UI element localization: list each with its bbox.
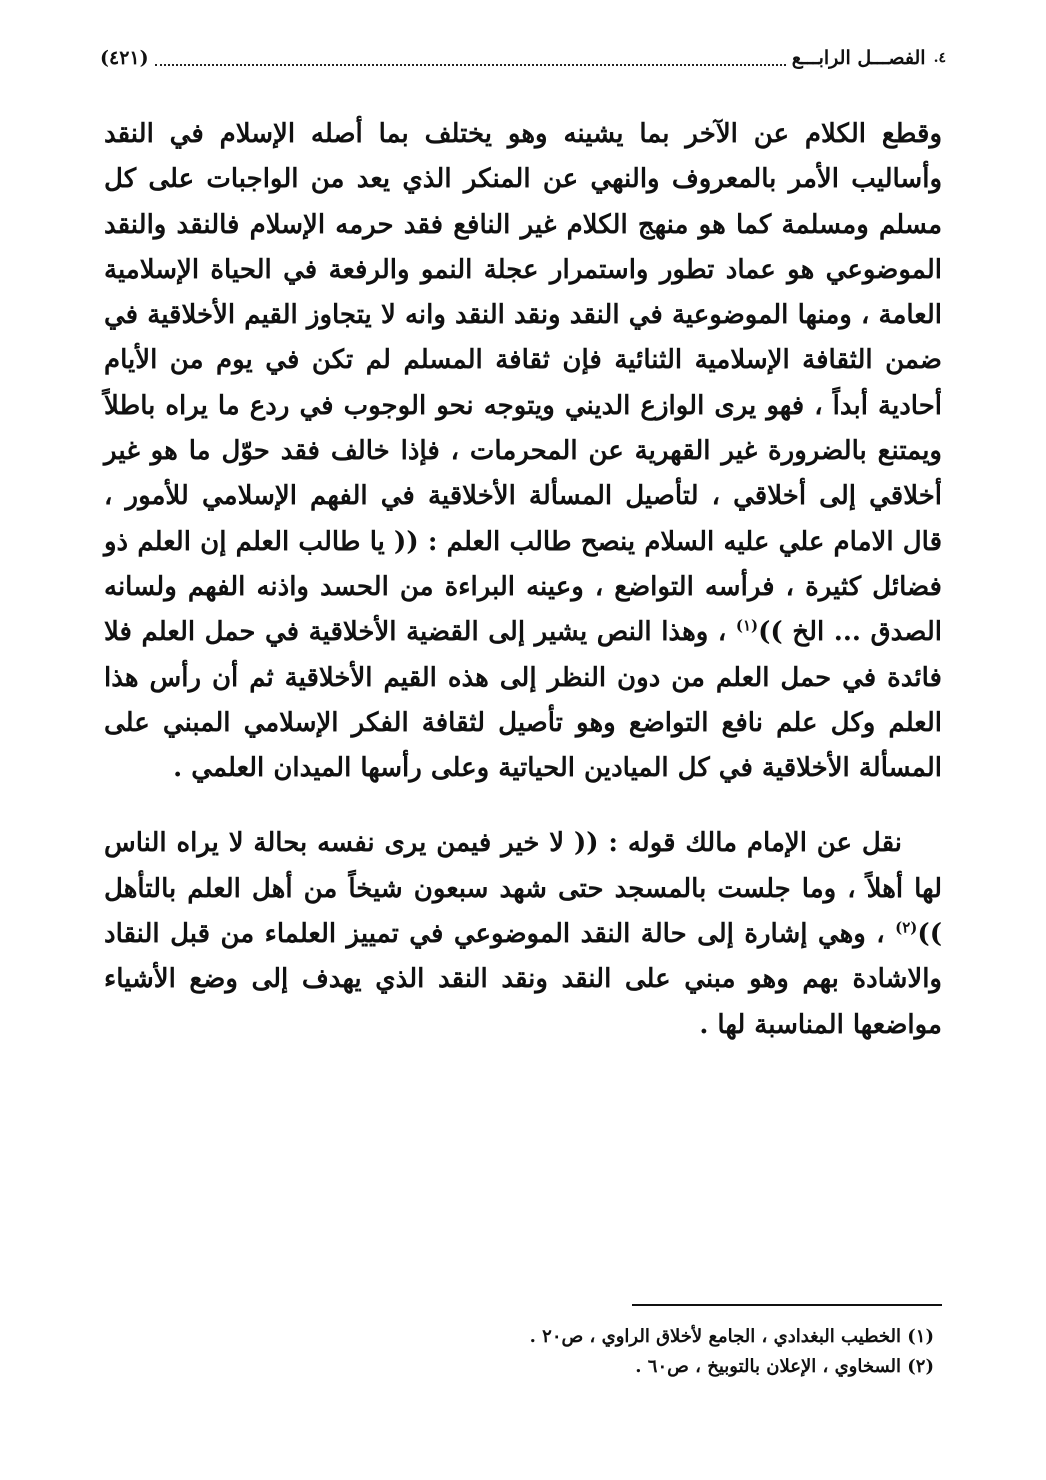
paragraph-2-continuation: ، وهي إشارة إلى حالة النقد الموضوعي في تمييز العلماء من قبل النقاد والاشادة بهم وهو مبني على النقد ونقد النقد الذي يهدف إلى وضع الأشياء مواضعها المناسبة لها . <box>104 919 942 1040</box>
body-text <box>104 112 942 1048</box>
running-header <box>100 40 946 76</box>
paragraph-1-continuation: ، وهذا النص يشير إلى القضية الأخلاقية في حمل العلم فلا فائدة في حمل العلم من دون النظر إلى هذه القيم الأخلاقية ثم أن رأس هذا العلم وكل علم نافع التواضع وهو تأصيل لثقافة الفكر الإسلامي المبني على المسألة الأخلاقية في كل الميادين الحياتية وعلى رأسها الميدان العلمي . <box>104 617 942 784</box>
paragraph-1-text: وقطع الكلام عن الآخر بما يشينه وهو يختلف بما أصله الإسلام في النقد وأساليب الأمر بالمعروف والنهي عن المنكر الذي يعد من الواجبات على كل مسلم ومسلمة كما هو منهج الكلام غير النافع فقد حرمه الإسلام فالنقد والنقد الموضوعي هو عماد تطور واستمرار عجلة النمو والرفعة في الحياة الإسلامية العامة ، ومنها الموضوعية في النقد ونقد النقد وانه لا يتجاوز القيم الأخلاقية في ضمن الثقافة الإسلامية الثنائية فإن ثقافة المسلم لم تكن في يوم من الأيام أحادية أبداً ، فهو يرى الوازع الديني ويتوجه نحو الوجوب في ردع ما يراه باطلاً ويمتنع بالضرورة غير القهرية عن المحرمات ، فإذا خالف فقد حوّل ما هو غير أخلاقي إلى أخلاقي ، لتأصيل المسألة الأخلاقية في الفهم الإسلامي للأمور ، قال الامام علي عليه السلام ينصح طالب العلم : (( يا طالب العلم إن العلم ذو فضائل كثيرة ، فرأسه التواضع ، وعينه البراءة من الحسد واذنه الفهم ولسانه الصدق ... الخ )) <box>104 119 942 648</box>
header-mark: ٤. <box>933 50 946 66</box>
footnote-2: (٢) السخاوي ، الإعلان بالتوبيخ ، ص٦٠ . <box>635 1356 934 1377</box>
header-leader-dots <box>155 50 786 66</box>
footnote-1: (١) الخطيب البغدادي ، الجامع لأخلاق الراوي ، ص٢٠ . <box>529 1326 934 1347</box>
footnotes <box>104 1322 934 1382</box>
footnote-ref-1: (١) <box>735 616 759 635</box>
chapter-title: الفصـــل الرابـــع <box>791 47 926 69</box>
footnote-ref-2: (٢) <box>895 918 918 937</box>
footnote-separator <box>632 1304 942 1306</box>
paragraph-1 <box>104 112 942 791</box>
page-number: (٤٢١) <box>100 47 149 69</box>
paragraph-2-text: نقل عن الإمام مالك قوله : (( لا خير فيمن يرى نفسه بحالة لا يراه الناس لها أهلاً ، وما جلست بالمسجد حتى شهد سبعون شيخاً من أهل العلم بالتأهل )) <box>104 828 942 950</box>
paragraph-2 <box>104 821 942 1047</box>
